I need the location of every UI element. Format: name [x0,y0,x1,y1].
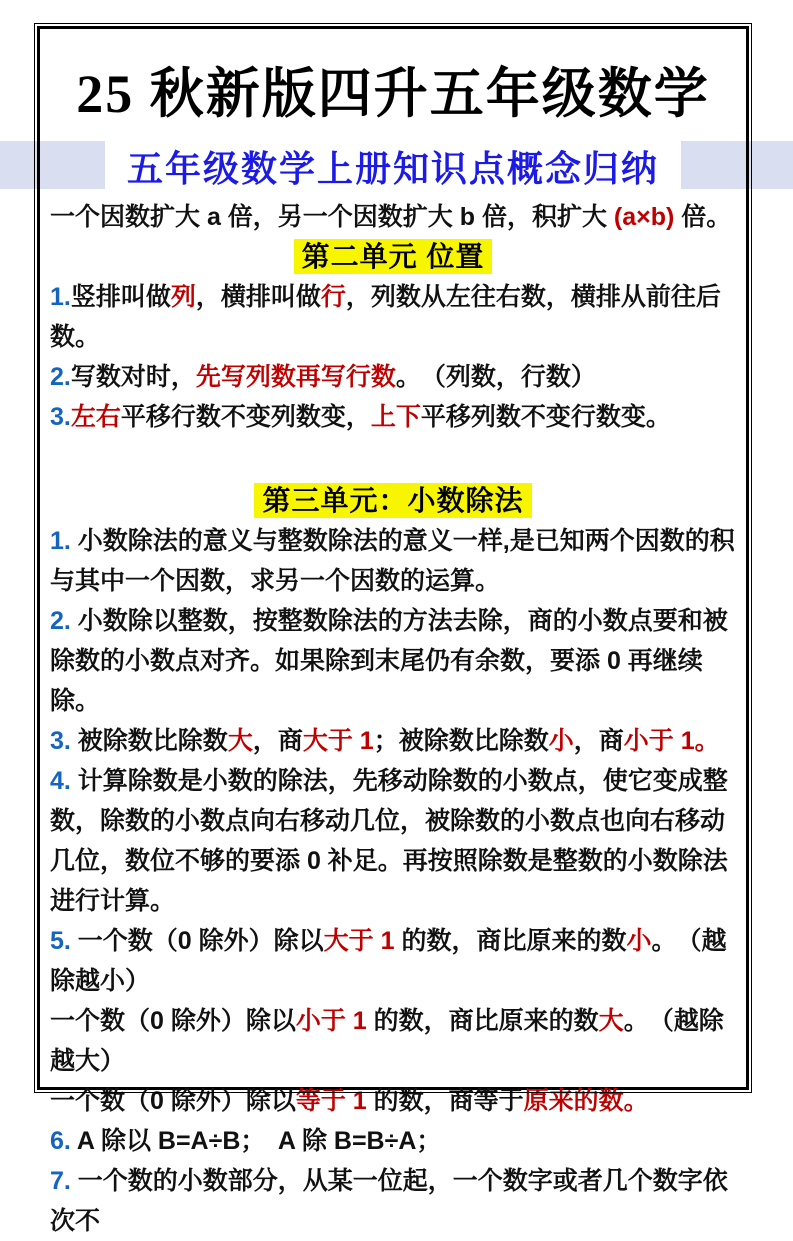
section-header [50,237,736,277]
paragraph [50,1081,736,1121]
body-text: 。 （列数，行数） [395,363,596,391]
body-text: 一个数的小数部分，从某一位起，一个数字或者几个数字依次不 [50,1167,728,1235]
list-number: 5. [50,927,78,955]
paragraph [50,197,736,237]
paragraph [50,1121,736,1161]
list-number: 1. [50,283,71,311]
body-text: 一个数（0 除外）除以 [50,1007,296,1035]
paragraph [50,1161,736,1241]
page-title: 25 秋新版四升五年级数学 [76,64,710,124]
body-text: 倍。 [674,203,732,231]
paragraph [50,357,736,397]
body-text: 平移行数不变列数变， [120,403,371,431]
body-text: 计算除数是小数的除法，先移动除数的小数点，使它变成整数，除数的小数点向右移动几位，被除数的小数点也向右移动几位，数位不够的要添 0 补足。再按照除数是整数的小数除法进行计算。 [50,767,728,915]
page-border-frame [37,26,749,1235]
content-area [40,191,746,1241]
section-header [50,481,736,521]
paragraph [50,277,736,357]
body-text: 一个因数扩大 a 倍，另一个因数扩大 b 倍，积扩大 [50,203,614,231]
page-subtitle: 五年级数学上册知识点概念归纳 [126,148,659,189]
body-text: 一个数（0 除外）除以 [77,927,324,955]
body-text: ，商 [252,727,303,755]
section-header-highlight: 第二单元 位置 [294,239,493,274]
emphasis-red-text: 小 [626,927,652,955]
body-text: ，横排叫做 [195,283,321,311]
list-number: 3. [50,403,71,431]
emphasis-red-text: 大 [227,727,253,755]
paragraph [50,761,736,921]
body-text: 被除数比除数 [77,727,228,755]
list-number: 3. [50,727,78,755]
body-text: 小数除以整数，按整数除法的方法去除，商的小数点要和被除数的小数点对齐。如果除到末尾仍有余数，要添 0 再继续除。 [50,607,728,715]
emphasis-red-text: 列 [170,283,196,311]
body-text: 。 （越除越大） [50,1007,724,1075]
body-text: 的数，商比原来的数 [394,927,627,955]
body-text: ；被除数比除数 [373,727,549,755]
body-text: 写数对时， [70,363,196,391]
body-text: 一个数（0 除外）除以 [50,1087,296,1115]
emphasis-red-text: (a×b) [613,203,675,231]
emphasis-red-text: 行 [320,283,346,311]
list-number: 7. [50,1167,78,1195]
list-number: 1. [50,527,78,555]
emphasis-red-text: 先写列数再写行数 [195,363,396,391]
body-text: 平移列数不变行数变。 [420,403,671,431]
emphasis-red-text: 小 [548,727,574,755]
list-number: 6. [50,1127,77,1155]
body-text: 小数除法的意义与整数除法的意义一样,是已知两个因数的积与其中一个因数，求另一个因数的运算。 [50,527,735,595]
emphasis-red-text: 大于 1 [323,927,395,955]
list-number: 4. [50,767,78,795]
subtitle-row [40,141,746,191]
body-text: ，列数从左往右数，横排从前往后数。 [50,283,721,351]
paragraph [50,721,736,761]
list-number: 2. [50,363,71,391]
emphasis-red-text: 大于 1 [302,727,374,755]
body-text: 。 （越除越小） [50,927,727,995]
paragraph [50,1001,736,1081]
body-text: ，商 [573,727,624,755]
section-header-highlight: 第三单元：小数除法 [254,483,531,518]
emphasis-red-text: 等于 1 [295,1087,367,1115]
emphasis-red-text: 左右 [70,403,121,431]
emphasis-red-text: 大 [598,1007,624,1035]
emphasis-red-text: 上下 [370,403,421,431]
paragraph [50,921,736,1001]
body-text: 的数，商等于 [366,1087,524,1115]
body-text: 的数，商比原来的数 [366,1007,599,1035]
paragraph [50,397,736,437]
paragraph [50,521,736,601]
body-text: 竖排叫做 [70,283,171,311]
emphasis-red-text: 原来的数。 [523,1087,649,1115]
emphasis-red-text: 小于 1。 [623,727,720,755]
list-number: 2. [50,607,78,635]
subtitle-box [105,141,681,191]
emphasis-red-text: 小于 1 [295,1007,367,1035]
paragraph [50,601,736,721]
body-text: A 除以 B=A÷B； A 除 B=B÷A； [76,1127,442,1155]
